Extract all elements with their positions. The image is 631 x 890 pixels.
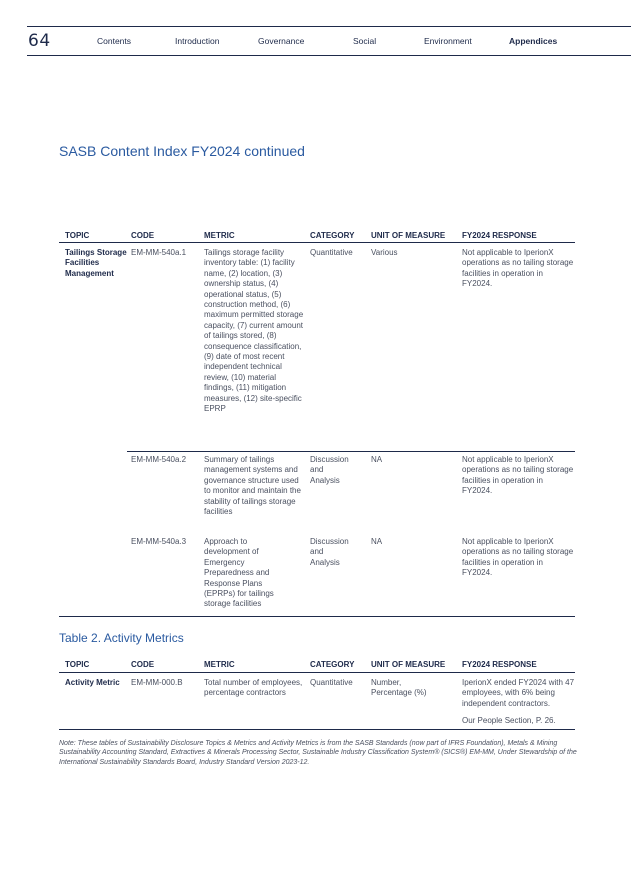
table2-col-response: FY2024 RESPONSE [462,660,537,669]
table1-col-unit: UNIT OF MEASURE [371,231,446,240]
nav-governance[interactable]: Governance [258,36,305,46]
table1-row3-category: Discussion and Analysis [310,537,349,567]
table1-col-topic: TOPIC [65,231,90,240]
footnote: Note: These tables of Sustainability Disclosure Topics & Metrics and Activity Metrics is from the SASB Standards (now part of IFRS Foundation), Metals & Mining Sustainability Accounting Standard, Extractives & Minerals Processing Sector, Sustainable Industry Classification System® (SICS®) EM-MM, Under Stewardship of the International Sustainability Standards Board, Industry Standard Version 2023-12. [59,740,577,766]
table1-bottom-rule [59,616,575,617]
table1-row2-category: Discussion and Analysis [310,455,349,485]
table2-row1-response: IperionX ended FY2024 with 47 employees, with 6% being independent contractors. [462,678,575,708]
table2-col-code: CODE [131,660,155,669]
table1-row3-unit: NA [371,537,383,546]
table1-col-code: CODE [131,231,155,240]
nav-introduction[interactable]: Introduction [175,36,220,46]
header-bottom-rule [27,55,631,56]
table2-row1-unit: Number, Percentage (%) [371,678,427,698]
table1-row3-metric: Approach to development of Emergency Preparedness and Response Plans (EPRPs) for tailings storage facilities [204,537,274,609]
table1-row1-category: Quantitative [310,248,353,257]
table2-row1-topic: Activity Metric [65,678,120,687]
table1-row2-response: Not applicable to IperionX operations as no tailing storage facilities in operation in FY2024. [462,455,574,496]
table1-row2-metric: Summary of tailings management systems and governance structure used to monitor and maintain the stability of tailings storage facilities [204,455,301,517]
table2-col-metric: METRIC [204,660,235,669]
table1-row1-rule [127,451,575,452]
table2-col-topic: TOPIC [65,660,90,669]
table1-header-rule [59,242,575,243]
page-title: SASB Content Index FY2024 continued [59,143,305,159]
table1-row1-code: EM-MM-540a.1 [131,248,187,257]
table2-row1-category: Quantitative [310,678,353,687]
table1-row3-response: Not applicable to IperionX operations as no tailing storage facilities in operation in FY2024. [462,537,574,578]
nav-environment[interactable]: Environment [424,36,472,46]
table1-row3-code: EM-MM-540a.3 [131,537,187,546]
table2-header-rule [59,672,575,673]
table2-col-unit: UNIT OF MEASURE [371,660,446,669]
page-number: 64 [28,31,51,51]
table1-row2-unit: NA [371,455,383,464]
table2-col-category: CATEGORY [310,660,355,669]
table1-row1-unit: Various [371,248,398,257]
table1-row1-metric: Tailings storage facility inventory table: (1) facility name, (2) location, (3) ownership status, (4) operational status, (5) construction method, (6) maximum permitted storage capacity, (7) current amount of tailings stored, (8) consequence classification, (9) date of most recent independent technical review, (10) material findings, (11) mitigation measures, (12) site-specific EPRP [204,248,304,414]
table2-row1-code: EM-MM-000.B [131,678,183,687]
nav-social[interactable]: Social [353,36,377,46]
table1-col-response: FY2024 RESPONSE [462,231,537,240]
nav-contents[interactable]: Contents [97,36,132,46]
nav-appendices[interactable]: Appendices [509,36,558,46]
table2-heading: Table 2. Activity Metrics [59,631,184,645]
table2-bottom-rule [59,729,575,730]
table1-row2-code: EM-MM-540a.2 [131,455,187,464]
table1-row1-topic: Tailings Storage Facilities Management [65,248,127,278]
table2-row1-metric: Total number of employees, percentage contractors [204,678,303,698]
table2-row1-response-link[interactable]: Our People Section, P. 26. [462,716,556,725]
header-top-rule [27,26,631,27]
table1-col-category: CATEGORY [310,231,355,240]
table1-row1-response: Not applicable to IperionX operations as no tailing storage facilities in operation in FY2024. [462,248,574,289]
table1-col-metric: METRIC [204,231,235,240]
